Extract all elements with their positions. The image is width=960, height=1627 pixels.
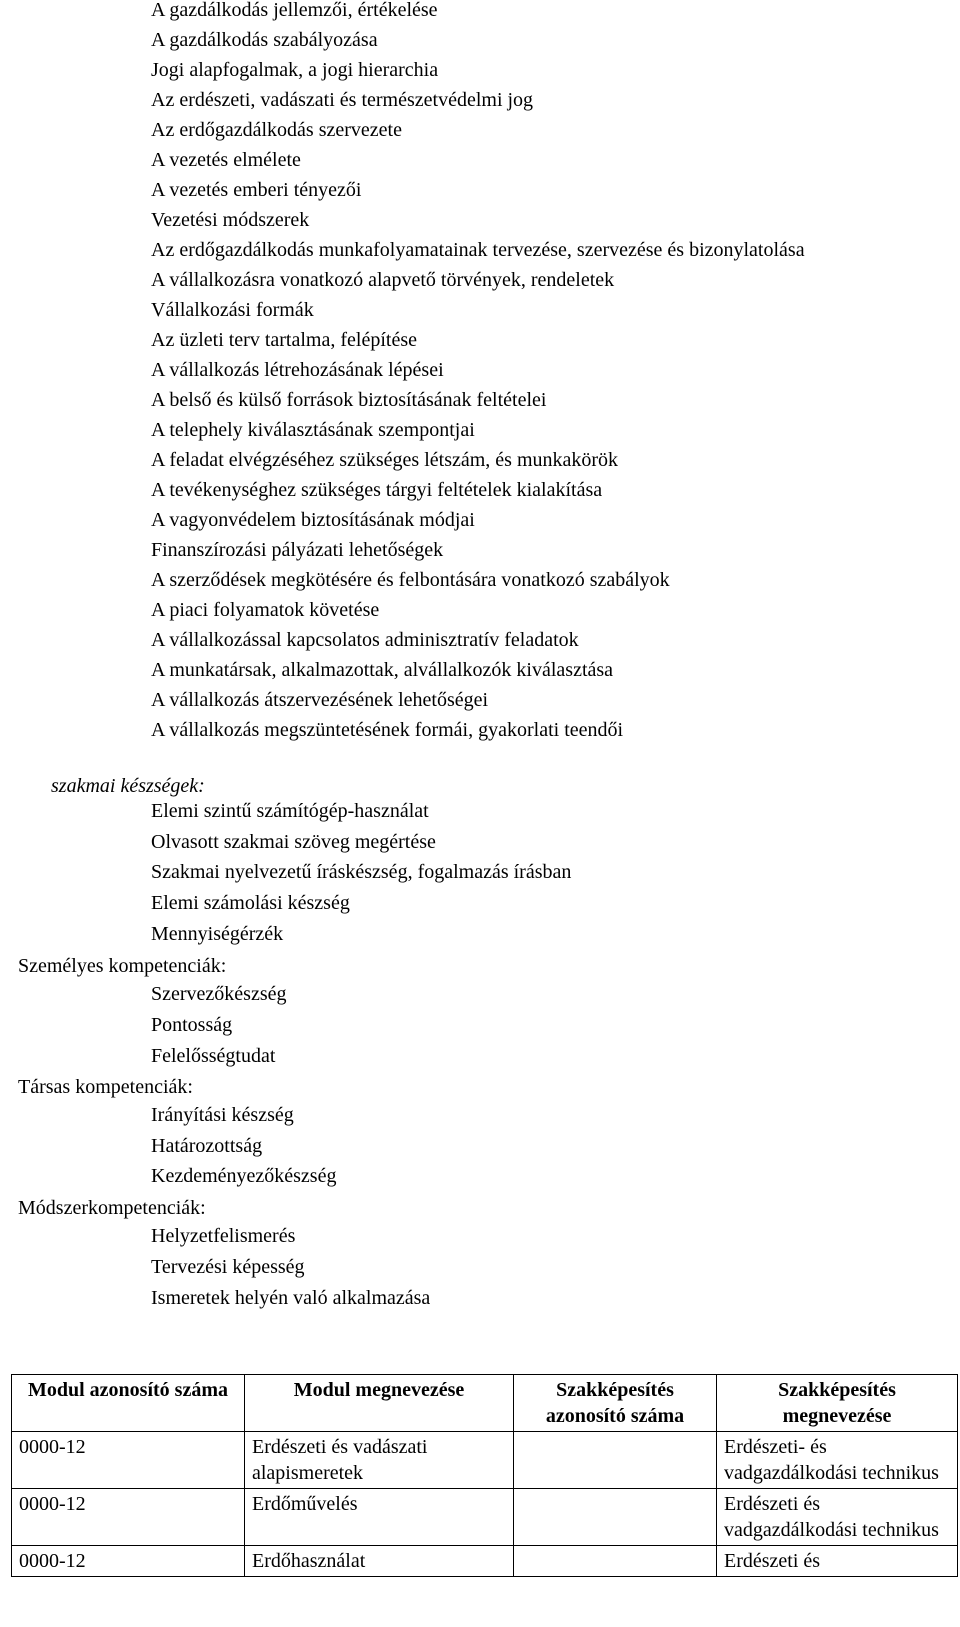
list-item: Finanszírozási pályázati lehetőségek (151, 539, 444, 561)
list-item: A vezetés elmélete (151, 149, 301, 171)
section-heading-professional-skills: szakmai készségek: (51, 775, 205, 797)
list-item: Az erdőgazdálkodás munkafolyamatainak tervezése, szervezése és bizonylatolása (151, 239, 805, 261)
table-cell (514, 1489, 717, 1546)
list-item: Mennyiségérzék (151, 923, 284, 945)
list-item: Irányítási készség (151, 1104, 294, 1126)
list-item: Tervezési képesség (151, 1256, 305, 1278)
list-item: Határozottság (151, 1135, 263, 1157)
table-row (12, 1489, 958, 1546)
list-item: Szakmai nyelvezetű íráskészség, fogalmazás írásban (151, 861, 572, 883)
list-item: Az erdészeti, vadászati és természetvédelmi jog (151, 89, 534, 111)
list-item: A vállalkozás átszervezésének lehetőségei (151, 689, 489, 711)
list-item: Vállalkozási formák (151, 299, 314, 321)
column-header-module-name: Modul megnevezése (245, 1375, 514, 1432)
list-item: A vállalkozásra vonatkozó alapvető törvények, rendeletek (151, 269, 615, 291)
list-item: Felelősségtudat (151, 1045, 276, 1067)
table-cell (514, 1432, 717, 1489)
list-item: A belső és külső források biztosításának feltételei (151, 389, 547, 411)
list-item: Szervezőkészség (151, 983, 287, 1005)
table-cell: Erdőművelés (245, 1489, 514, 1546)
table-cell (514, 1546, 717, 1577)
list-item: A tevékenységhez szükséges tárgyi feltételek kialakítása (151, 479, 603, 501)
section-heading-social-competences: Társas kompetenciák: (18, 1076, 193, 1098)
table-cell: Erdészeti és vadgazdálkodási technikus (717, 1489, 958, 1546)
table-cell: 0000-12 (12, 1432, 245, 1489)
list-item: Helyzetfelismerés (151, 1225, 296, 1247)
list-item: Pontosság (151, 1014, 233, 1036)
table-cell: 0000-12 (12, 1546, 245, 1577)
list-item: A vállalkozás megszüntetésének formái, gyakorlati teendői (151, 719, 624, 741)
table-row (12, 1432, 958, 1489)
table-header-row (12, 1375, 958, 1432)
list-item: A piaci folyamatok követése (151, 599, 380, 621)
list-item: A gazdálkodás szabályozása (151, 29, 378, 51)
module-table (11, 1374, 958, 1577)
list-item: A vállalkozással kapcsolatos adminisztratív feladatok (151, 629, 579, 651)
column-header-qualification-name: Szakképesítés megnevezése (717, 1375, 958, 1432)
list-item: Jogi alapfogalmak, a jogi hierarchia (151, 59, 439, 81)
table-cell: Erdészeti és (717, 1546, 958, 1577)
list-item: Elemi számolási készség (151, 892, 350, 914)
list-item: Vezetési módszerek (151, 209, 310, 231)
list-item: A feladat elvégzéséhez szükséges létszám, és munkakörök (151, 449, 619, 471)
column-header-module-id: Modul azonosító száma (12, 1375, 245, 1432)
list-item: Kezdeményezőkészség (151, 1165, 337, 1187)
list-item: Elemi szintű számítógép-használat (151, 800, 429, 822)
list-item: A vagyonvédelem biztosításának módjai (151, 509, 475, 531)
table-cell: 0000-12 (12, 1489, 245, 1546)
list-item: Olvasott szakmai szöveg megértése (151, 831, 436, 853)
list-item: A telephely kiválasztásának szempontjai (151, 419, 475, 441)
list-item: A munkatársak, alkalmazottak, alvállalkozók kiválasztása (151, 659, 614, 681)
list-item: Ismeretek helyén való alkalmazása (151, 1287, 431, 1309)
list-item: A vezetés emberi tényezői (151, 179, 362, 201)
list-item: A gazdálkodás jellemzői, értékelése (151, 0, 438, 21)
table-row (12, 1546, 958, 1577)
section-heading-personal-competences: Személyes kompetenciák: (18, 955, 227, 977)
list-item: A szerződések megkötésére és felbontására vonatkozó szabályok (151, 569, 670, 591)
column-header-qualification-id: Szakképesítés azonosító száma (514, 1375, 717, 1432)
list-item: A vállalkozás létrehozásának lépései (151, 359, 444, 381)
table-cell: Erdészeti és vadászati alapismeretek (245, 1432, 514, 1489)
section-heading-method-competences: Módszerkompetenciák: (18, 1197, 206, 1219)
list-item: Az erdőgazdálkodás szervezete (151, 119, 402, 141)
table-cell: Erdészeti- és vadgazdálkodási technikus (717, 1432, 958, 1489)
list-item: Az üzleti terv tartalma, felépítése (151, 329, 417, 351)
table-cell: Erdőhasználat (245, 1546, 514, 1577)
